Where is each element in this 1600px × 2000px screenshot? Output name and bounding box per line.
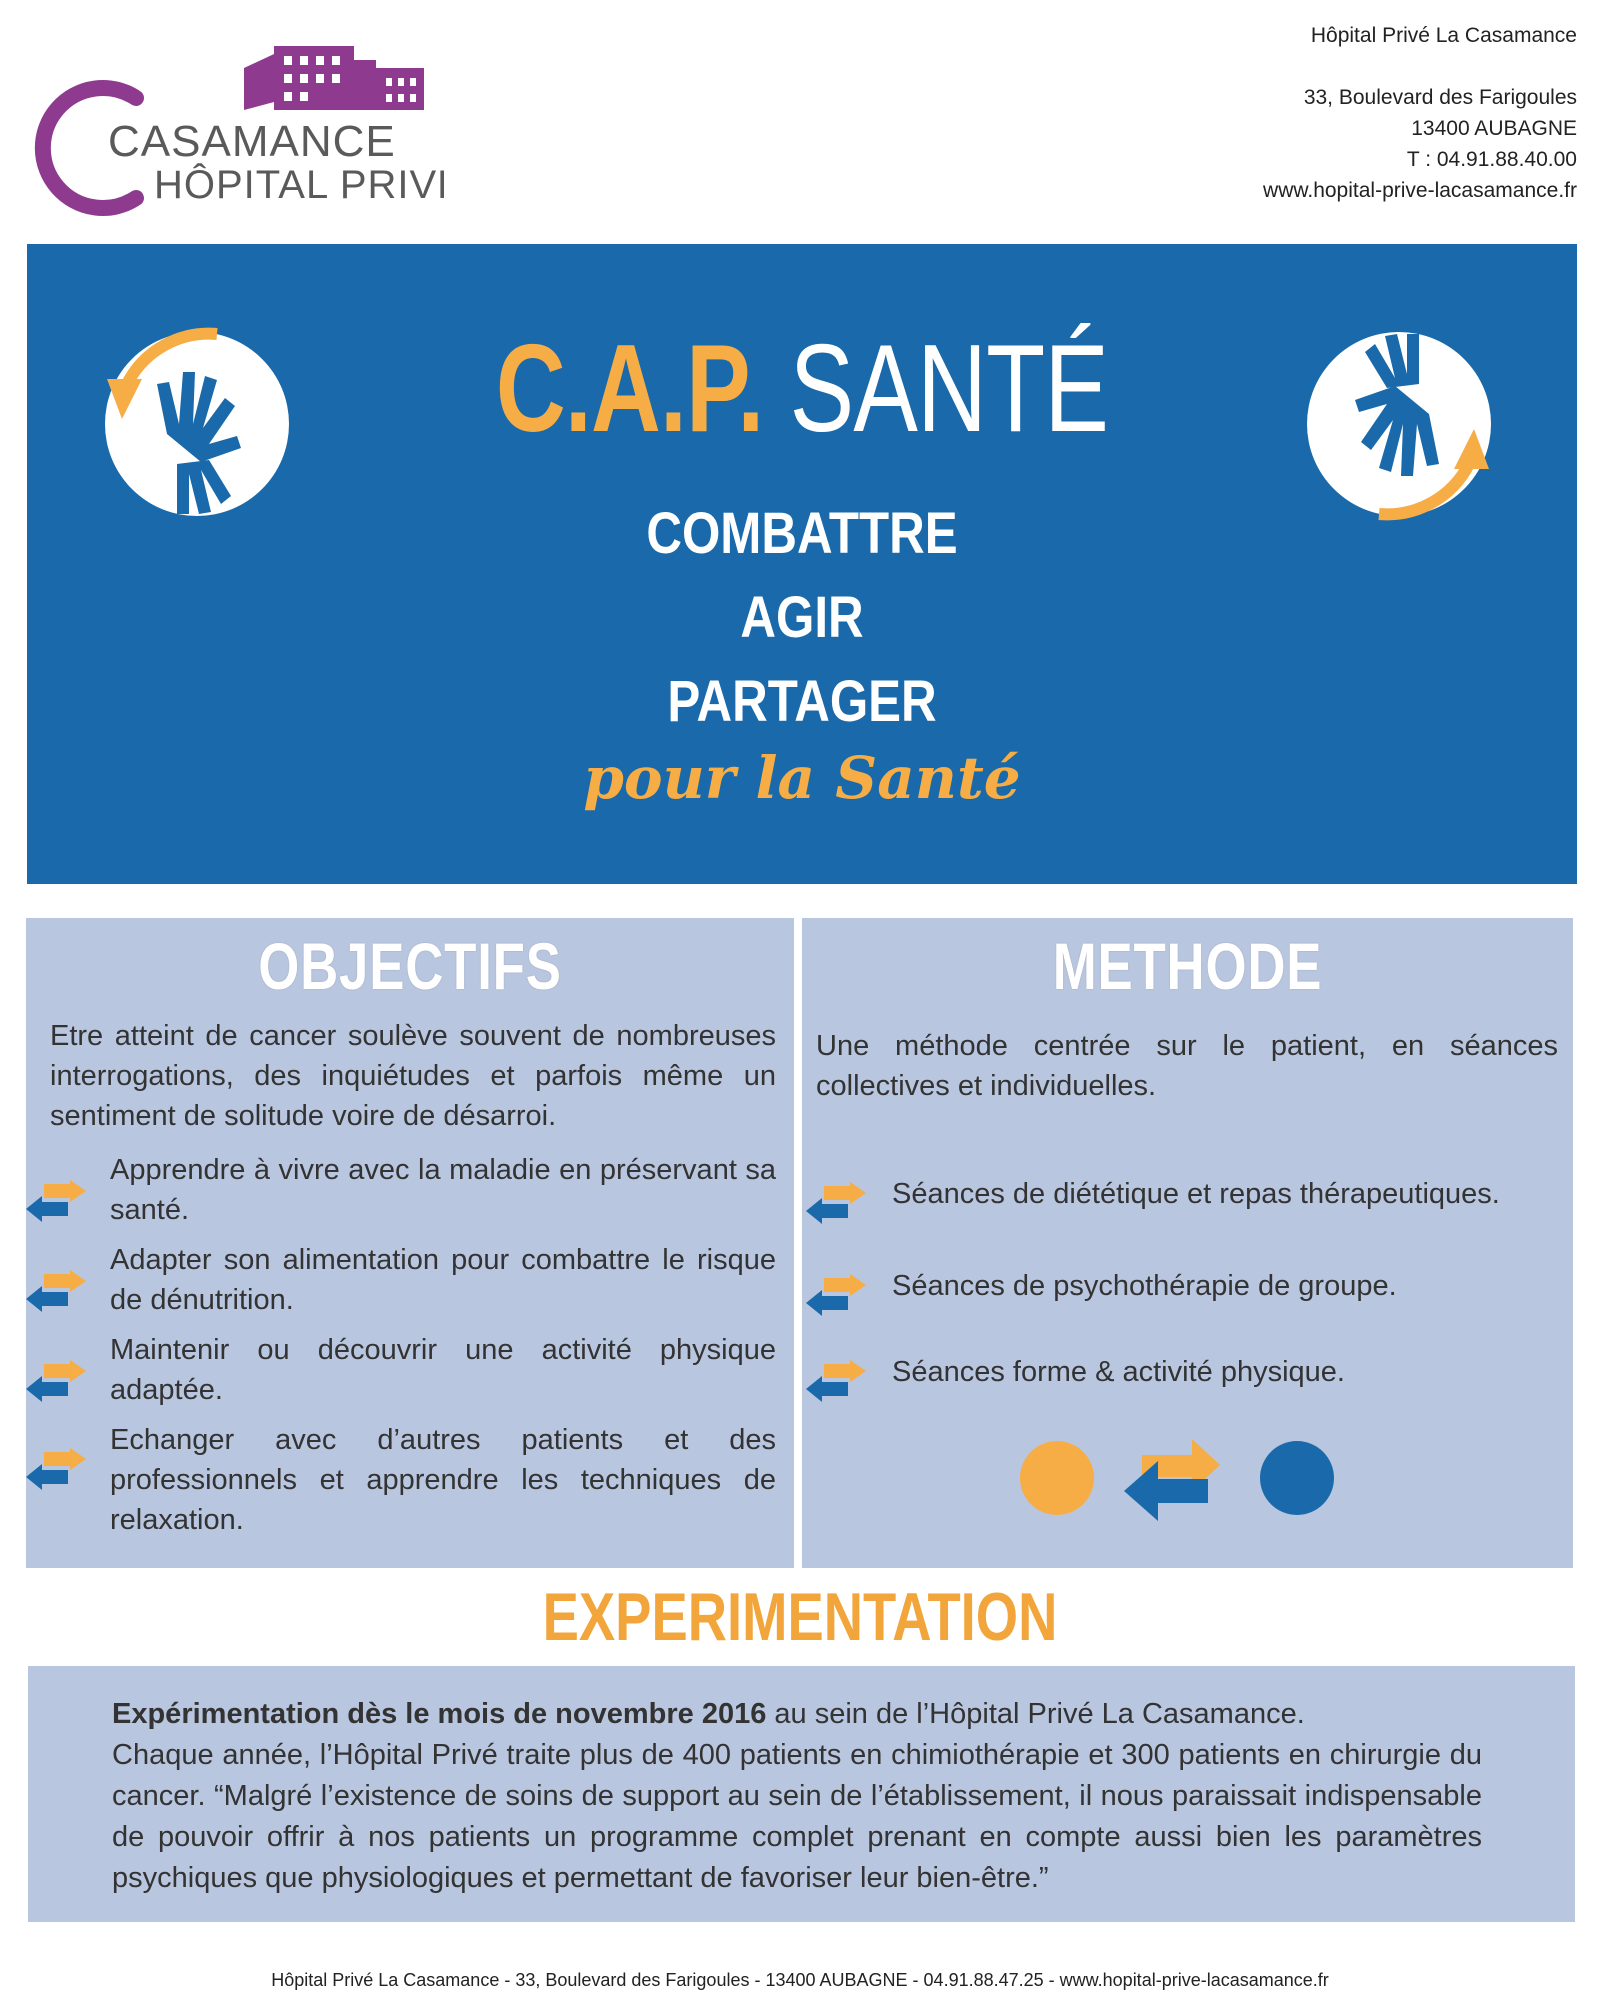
methode-panel (802, 918, 1573, 1568)
objectifs-panel (26, 918, 794, 1568)
verb-partager: PARTAGER (667, 669, 937, 734)
experimentation-body: Chaque année, l’Hôpital Privé traite plus de 400 patients en chimiothérapie et 300 patients en chirurgie du cancer. “Malgré l’existence de soins de support au sein de l’établissement, il nous paraissait indispensable de pouvoir offrir à nos patients un programme complet prenant en compte aussi bien les paramètres psychiques que physiologiques et permettant de favoriser leur bien-être.” (112, 1739, 1482, 1894)
phone: T : 04.91.88.40.00 (1406, 148, 1577, 171)
methode-item: Séances forme & activité physique. (892, 1356, 1345, 1388)
website-link[interactable]: www.hopital-prive-lacasamance.fr (1263, 179, 1577, 202)
experimentation-lead-rest: au sein de l’Hôpital Privé La Casamance. (766, 1698, 1305, 1730)
two-way-arrow-icon (24, 1360, 88, 1404)
experimentation-text (112, 1694, 1482, 1899)
hospital-name: Hôpital Privé La Casamance (1310, 24, 1577, 47)
address: 33, Boulevard des Farigoules (1303, 86, 1577, 109)
two-way-arrow-icon (24, 1448, 88, 1492)
objectif-item: Maintenir ou découvrir une activité physique adaptée. (110, 1334, 776, 1406)
verb-combattre: COMBATTRE (646, 501, 958, 566)
title-cap: C.A.P. (495, 320, 764, 458)
two-way-arrow-icon (804, 1274, 868, 1318)
objectif-item: Echanger avec d’autres patients et des professionnels et apprendre les techniques de relaxation. (110, 1424, 776, 1536)
logo-subtitle: HÔPITAL PRIVÉ (154, 163, 444, 207)
title-sante: SANTÉ (789, 320, 1109, 458)
banner-tagline: pour la Santé (583, 744, 1021, 812)
experimentation-box (28, 1666, 1575, 1922)
circles-arrows-decoration (1012, 1433, 1342, 1523)
objectifs-heading: OBJECTIFS (258, 929, 562, 1003)
footer: Hôpital Privé La Casamance - 33, Boulevard des Farigoules - 13400 AUBAGNE - 04.91.88.47.25 - www.hopital-prive-lacasamance.fr (271, 1970, 1329, 1990)
methode-heading: METHODE (1052, 929, 1323, 1003)
objectifs-intro: Etre atteint de cancer soulève souvent de nombreuses interrogations, des inquiétudes et parfois même un sentiment de solitude voire de désarroi. (50, 1020, 776, 1132)
casamance-logo (24, 38, 444, 218)
banner-verbs (143, 492, 1461, 744)
hero-banner (27, 244, 1577, 884)
contact-block (1263, 20, 1577, 206)
verb-agir: AGIR (740, 585, 864, 650)
two-way-arrow-icon (804, 1360, 868, 1404)
objectif-item: Adapter son alimentation pour combattre le risque de dénutrition. (110, 1244, 776, 1316)
methode-intro: Une méthode centrée sur le patient, en séances collectives et individuelles. (816, 1030, 1558, 1102)
banner-title (198, 320, 1407, 458)
logo-name: CASAMANCE (108, 117, 396, 166)
objectif-item: Apprendre à vivre avec la maladie en préservant sa santé. (110, 1154, 776, 1226)
methode-item: Séances de diététique et repas thérapeutiques. (892, 1178, 1500, 1210)
two-way-arrow-icon (24, 1270, 88, 1314)
experimentation-lead-bold: Expérimentation dès le mois de novembre 2016 (112, 1698, 767, 1730)
two-way-arrow-icon (804, 1182, 868, 1226)
experimentation-heading: EXPERIMENTATION (542, 1579, 1058, 1655)
city: 13400 AUBAGNE (1411, 117, 1577, 140)
hands-circle-icon (1299, 324, 1499, 524)
methode-item: Séances de psychothérapie de groupe. (892, 1270, 1397, 1302)
two-way-arrow-icon (24, 1180, 88, 1224)
